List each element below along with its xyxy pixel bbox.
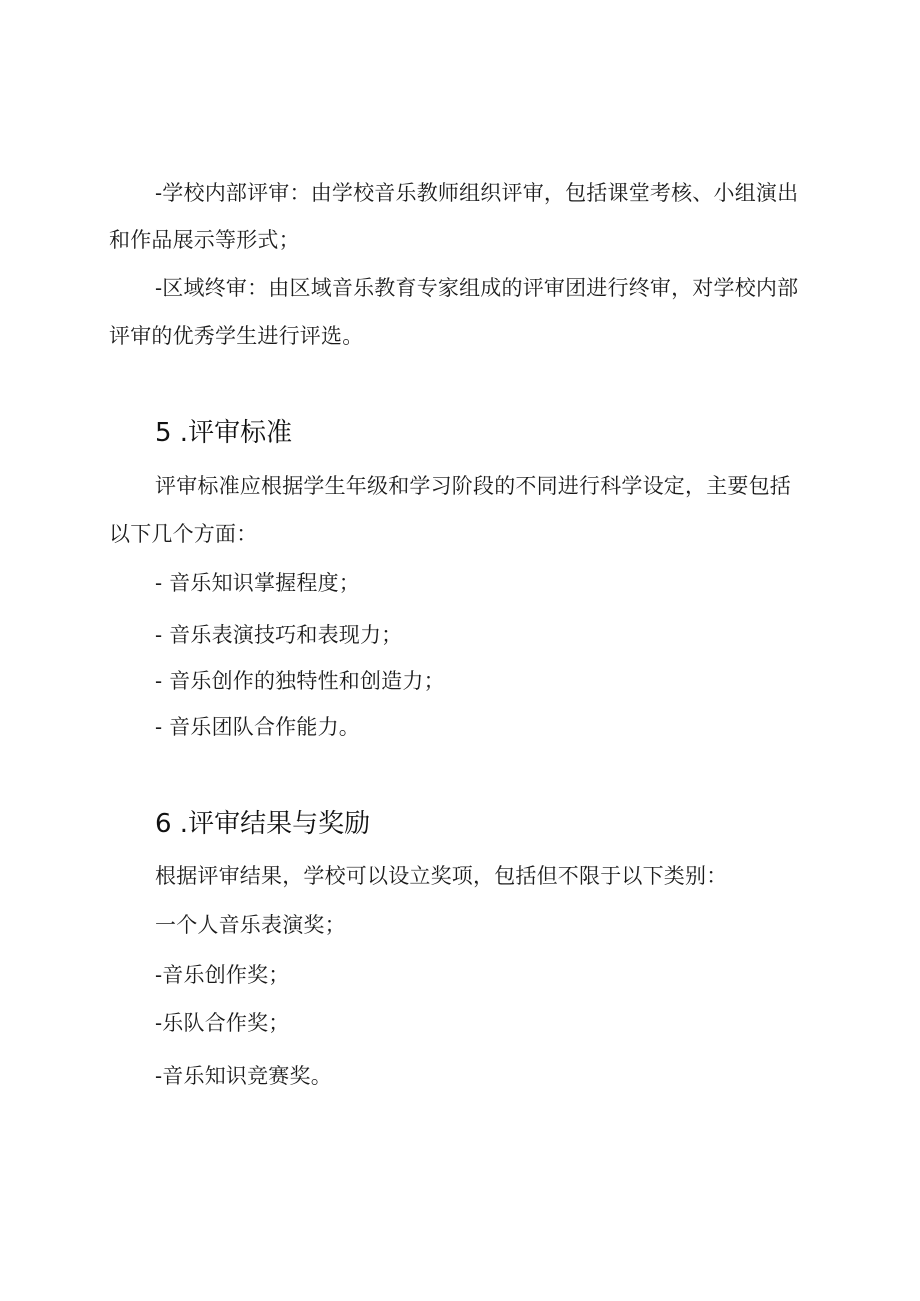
- section-5-list-item-4: - 音乐团队合作能力。: [155, 715, 360, 739]
- intro-item-1-line-2: 和作品展示等形式；: [109, 228, 300, 252]
- section-6-list-item-2: -音乐创作奖；: [155, 963, 290, 987]
- intro-item-2-line-2: 评审的优秀学生进行评选。: [109, 324, 364, 348]
- section-5-heading: 5 .评审标准: [155, 418, 293, 448]
- section-6-list-item-1: 一个人音乐表演奖；: [155, 913, 346, 937]
- section-5-paragraph-line-1: 评审标准应根据学生年级和学习阶段的不同进行科学设定，主要包括: [155, 474, 791, 498]
- section-6-paragraph: 根据评审结果，学校可以设立奖项，包括但不限于以下类别：: [155, 864, 728, 888]
- section-5-paragraph-line-2: 以下几个方面：: [109, 522, 258, 546]
- intro-item-1-line-1: -学校内部评审：由学校音乐教师组织评审，包括课堂考核、小组演出: [155, 181, 799, 205]
- section-6-list-item-3: -乐队合作奖；: [155, 1011, 290, 1035]
- section-6-heading: 6 .评审结果与奖励: [155, 809, 371, 839]
- intro-item-2-line-1: -区域终审：由区域音乐教育专家组成的评审团进行终审，对学校内部: [155, 276, 799, 300]
- section-6-list-item-4: -音乐知识竞赛奖。: [155, 1064, 332, 1088]
- section-5-list-item-1: - 音乐知识掌握程度；: [155, 571, 360, 595]
- section-5-list-item-2: - 音乐表演技巧和表现力；: [155, 623, 403, 647]
- section-5-list-item-3: - 音乐创作的独特性和创造力；: [155, 669, 445, 693]
